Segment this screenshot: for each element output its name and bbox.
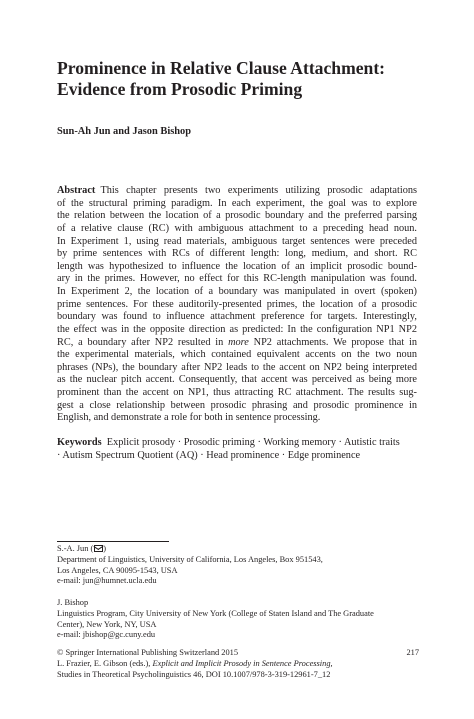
- affiliation-name-text: ): [103, 544, 107, 553]
- keywords-text: Explicit prosody · Prosodic priming · Working memory · Autistic traits: [106, 437, 400, 448]
- chapter-title-line-2: Evidence from Prosodic Priming: [57, 79, 303, 99]
- affiliation-author-name: [57, 544, 427, 555]
- copyright-notice: © Springer International Publishing Switzerland 2015: [57, 648, 239, 657]
- abstract-text: RC, a boundary after NP2 resulted in: [57, 336, 229, 348]
- abstract-line: of the structural priming paradigm. In each experiment, the goal was to explore: [57, 197, 417, 209]
- chapter-title-line-1: Prominence in Relative Clause Attachment:: [57, 58, 386, 78]
- abstract-emphasis: more: [228, 336, 249, 348]
- abstract-line: boundary was found to influence attachment preference for targets. Interestingly,: [57, 311, 417, 323]
- publication-footer: [57, 648, 419, 681]
- abstract-line: English, and demonstrate a role for both in sentence processing.: [57, 412, 321, 424]
- abstract-line: length was hypothesized to influence the location of an implicit prosodic bound-: [57, 260, 417, 272]
- envelope-icon: [94, 545, 103, 552]
- affiliation-email: e-mail: jun@humnet.ucla.edu: [57, 576, 157, 586]
- keywords-heading: Keywords: [57, 437, 102, 448]
- book-citation: [57, 659, 419, 670]
- abstract-text: This chapter presents two experiments utilizing prosodic adaptations: [100, 185, 417, 196]
- keywords-line: [57, 436, 419, 449]
- abstract-line: [57, 337, 417, 350]
- chapter-title: [57, 58, 437, 100]
- keywords: [57, 436, 419, 462]
- citation-book-title: Explicit and Implicit Prosody in Sentence Processing,: [152, 658, 333, 668]
- footnote-divider: [57, 541, 169, 542]
- abstract-line: of a relative clause (RC) with ambiguous attachment to a preceding head noun.: [57, 222, 417, 234]
- page-number: 217: [406, 648, 419, 657]
- author-affiliation-jun: [57, 544, 427, 587]
- abstract-line: phrases (NPs), the boundary after NP2 leads to the accent on NP2 being interpreted: [57, 361, 417, 373]
- abstract-line: the experimental materials, which contained equivalent accents on the two noun: [57, 349, 417, 361]
- abstract-heading: Abstract: [57, 185, 96, 196]
- affiliation-line: Department of Linguistics, University of California, Los Angeles, Box 951543,: [57, 554, 323, 564]
- abstract-line: ary in the primes. However, no effect for this RC-length manipulation was found.: [57, 273, 417, 285]
- abstract-text: NP2 attachments. We propose that in: [248, 336, 417, 348]
- affiliation-email: e-mail: jbishop@gc.cuny.edu: [57, 630, 156, 640]
- abstract-line: In Experiment 1, using read materials, ambiguous target sentences were preceded: [57, 235, 417, 247]
- affiliation-author-name: J. Bishop: [57, 598, 89, 607]
- abstract-line: [57, 185, 417, 198]
- abstract-line: as the nuclear pitch accent. Consequently, that accent was perceived as being more: [57, 374, 417, 386]
- author-affiliation-bishop: [57, 598, 427, 641]
- citation-editors: L. Frazier, E. Gibson (eds.),: [57, 658, 153, 668]
- authors: Sun-Ah Jun and Jason Bishop: [57, 126, 191, 137]
- affiliation-line: Center), New York, NY, USA: [57, 619, 157, 629]
- affiliation-line: Los Angeles, CA 90095-1543, USA: [57, 565, 178, 575]
- abstract-line: prime sentences. For these auditorily-presented primes, the location of a prosodic: [57, 298, 417, 310]
- abstract-line: the relation between the location of a prosodic boundary and the preferred parsing: [57, 210, 417, 222]
- abstract-line: gest a close relationship between prosodic phrasing and prosodic prominence in: [57, 399, 417, 411]
- series-doi: Studies in Theoretical Psycholinguistics 46, DOI 10.1007/978-3-319-12961-7_12: [57, 669, 331, 679]
- abstract-line: by prime sentences with RCs of different length: long, medium, and short. RC: [57, 248, 417, 260]
- abstract: [57, 185, 417, 425]
- abstract-line: In Experiment 2, the location of a boundary was manipulated in overt (spoken): [57, 286, 417, 297]
- abstract-line: prominent than the accent on NP1, thus attracting RC attachment. The results sug-: [57, 387, 417, 398]
- keywords-line: · Autism Spectrum Quotient (AQ) · Head prominence · Edge prominence: [57, 450, 361, 462]
- affiliation-line: Linguistics Program, City University of New York (College of Staten Island and The Graduate: [57, 608, 374, 618]
- abstract-line: the effect was in the opposite direction as predicted: In the configuration NP1 NP2: [57, 323, 417, 335]
- affiliation-name-text: S.-A. Jun (: [57, 544, 94, 553]
